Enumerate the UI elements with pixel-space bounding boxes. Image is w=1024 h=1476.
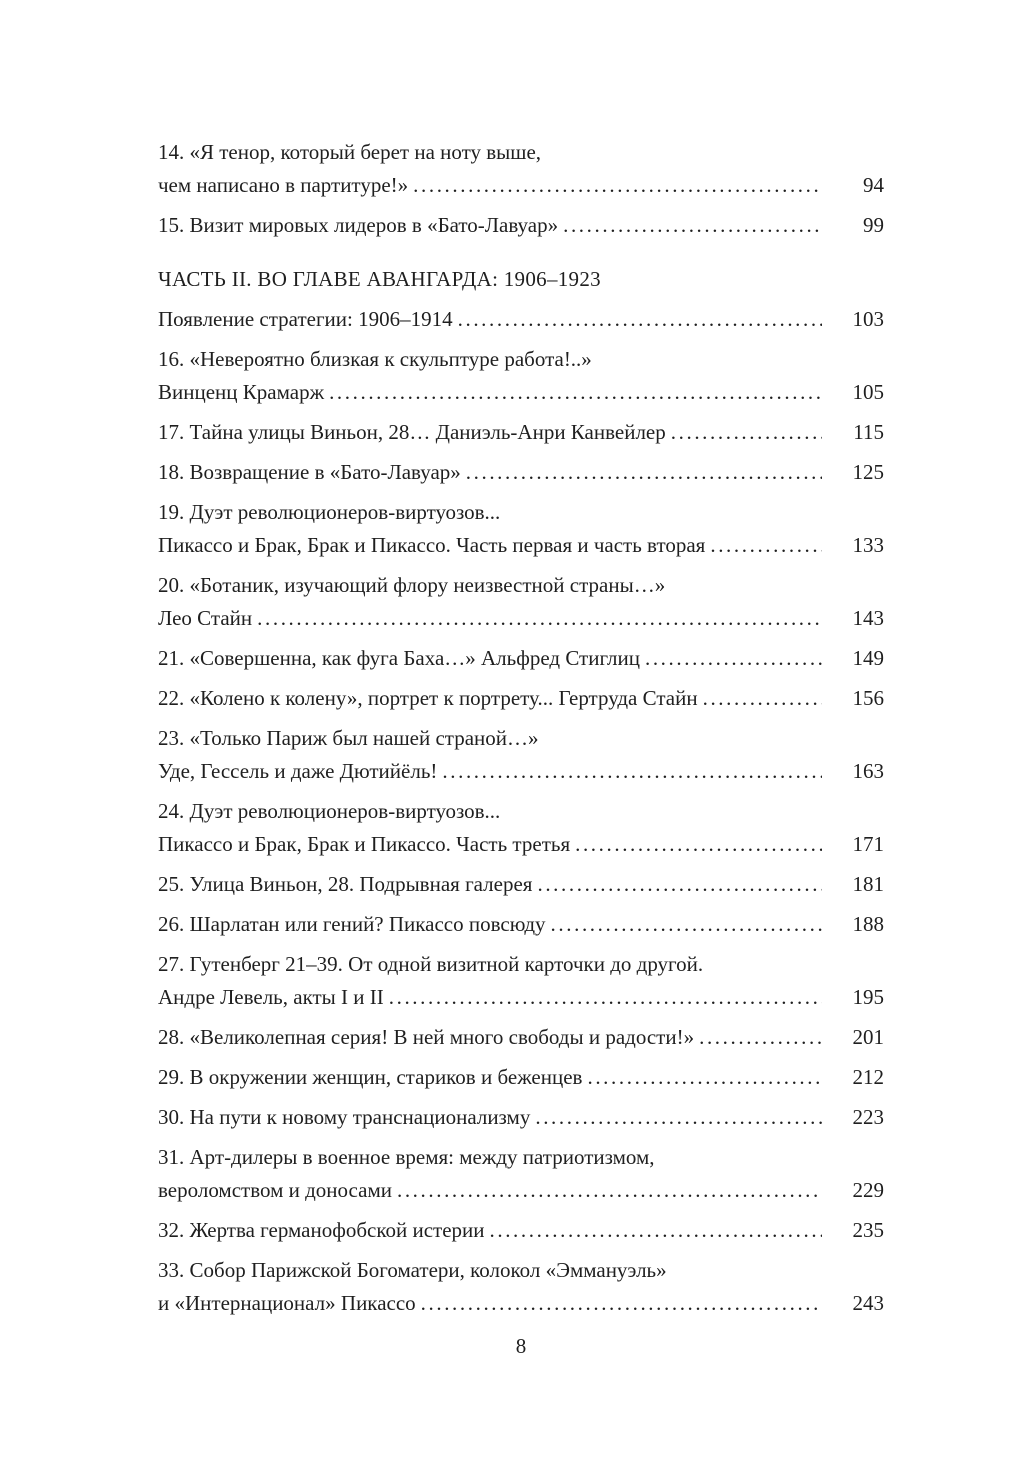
toc-entry-line: [158, 303, 884, 336]
toc-entry-chapter: [158, 1021, 884, 1054]
toc-entry-page-number: 156: [852, 686, 884, 710]
toc-entry-page-number: 99: [863, 213, 884, 237]
dot-leader: [563, 209, 822, 242]
dot-leader: [442, 755, 822, 788]
toc-entry-title: 27. Гутенберг 21–39. От одной визитной карточки до другой.: [158, 952, 704, 976]
toc-entry-chapter: [158, 1101, 884, 1134]
toc-entry-line: [158, 169, 884, 202]
toc-entry-page-number: 223: [852, 1105, 884, 1129]
toc-entry-page-number: 143: [852, 606, 884, 630]
toc-entry-title: 32. Жертва германофобской истерии: [158, 1218, 485, 1242]
toc-entry-page-number: 149: [852, 646, 884, 670]
toc-entry-line: [158, 209, 884, 242]
toc-entry-line: [158, 1101, 884, 1134]
dot-leader: [329, 376, 822, 409]
toc-entry-line: [158, 602, 884, 635]
toc-entry-line: [158, 529, 884, 562]
toc-entry-title: 21. «Совершенна, как фуга Баха…» Альфред Стиглиц: [158, 646, 640, 670]
dot-leader: [397, 1174, 822, 1207]
toc-entry-page-number: 94: [863, 173, 884, 197]
toc-entry-page-number: 103: [852, 307, 884, 331]
dot-leader: [466, 456, 822, 489]
toc-entry-title: 22. «Колено к колену», портрет к портрету... Гертруда Стайн: [158, 686, 698, 710]
dot-leader: [551, 908, 822, 941]
toc-entry-page-number: 229: [852, 1178, 884, 1202]
toc-entry-title: 25. Улица Виньон, 28. Подрывная галерея: [158, 872, 533, 896]
toc-entry-page-number: 195: [852, 985, 884, 1009]
toc-entry-chapter: [158, 209, 884, 242]
toc-entry-title: 23. «Только Париж был нашей страной…»: [158, 726, 539, 750]
dot-leader: [671, 416, 822, 449]
toc-entry-page-number: 212: [852, 1065, 884, 1089]
toc-entry-line: [158, 456, 884, 489]
toc-entry-chapter: [158, 343, 884, 409]
dot-leader: [421, 1287, 822, 1320]
toc-entry-title: 19. Дуэт революционеров-виртуозов...: [158, 500, 501, 524]
toc-entry-title: Андре Левель, акты I и II: [158, 985, 384, 1009]
toc-entry-line: [158, 908, 884, 941]
dot-leader: [710, 529, 822, 562]
page-footer: [158, 1330, 884, 1363]
part-heading: ЧАСТЬ II. ВО ГЛАВЕ АВАНГАРДА: 1906–1923: [158, 267, 601, 291]
toc-entry-page-number: 201: [852, 1025, 884, 1049]
toc-entry-chapter: [158, 722, 884, 788]
dot-leader: [535, 1101, 822, 1134]
toc-entry-title: 24. Дуэт революционеров-виртуозов...: [158, 799, 501, 823]
dot-leader: [458, 303, 822, 336]
toc-entry-title: Лео Стайн: [158, 606, 253, 630]
toc-entry-page-number: 133: [852, 533, 884, 557]
toc-entry-chapter: [158, 416, 884, 449]
toc-entry-page-number: 243: [852, 1291, 884, 1315]
toc-entry-line: [158, 868, 884, 901]
dot-leader: [645, 642, 822, 675]
dot-leader: [257, 602, 822, 635]
toc-entry-chapter: [158, 1061, 884, 1094]
toc-entry-line: [158, 981, 884, 1014]
toc-entry-part: [158, 263, 884, 296]
dot-leader: [587, 1061, 822, 1094]
toc-entry-title: 28. «Великолепная серия! В ней много свободы и радости!»: [158, 1025, 695, 1049]
toc-entry-title: Винценц Крамарж: [158, 380, 325, 404]
dot-leader: [699, 1021, 822, 1054]
toc-entry-chapter: [158, 908, 884, 941]
toc-list: [158, 136, 884, 1327]
dot-leader: [389, 981, 822, 1014]
toc-entry-title: Пикассо и Брак, Брак и Пикассо. Часть третья: [158, 832, 571, 856]
toc-entry-title: Появление стратегии: 1906–1914: [158, 307, 453, 331]
toc-entry-line: [158, 1021, 884, 1054]
toc-entry-line: [158, 682, 884, 715]
toc-entry-page-number: 235: [852, 1218, 884, 1242]
dot-leader: [575, 828, 822, 861]
toc-entry-title: Уде, Гессель и даже Дютийёль!: [158, 759, 438, 783]
toc-entry-page-number: 105: [852, 380, 884, 404]
toc-entry-title: 14. «Я тенор, который берет на ноту выше,: [158, 140, 542, 164]
toc-entry-page-number: 181: [852, 872, 884, 896]
toc-entry-chapter: [158, 496, 884, 562]
toc-entry-line: [158, 1214, 884, 1247]
toc-entry-page-number: 125: [852, 460, 884, 484]
toc-entry-chapter: [158, 948, 884, 1014]
dot-leader: [413, 169, 822, 202]
toc-entry-chapter: [158, 1214, 884, 1247]
toc-entry-title: чем написано в партитуре!»: [158, 173, 409, 197]
toc-entry-page-number: 163: [852, 759, 884, 783]
toc-entry-page-number: 171: [852, 832, 884, 856]
toc-entry-line: [158, 1174, 884, 1207]
toc-entry-line: [158, 828, 884, 861]
toc-entry-chapter: [158, 682, 884, 715]
toc-entry-title: 15. Визит мировых лидеров в «Бато-Лавуар»: [158, 213, 559, 237]
toc-entry-line: [158, 1061, 884, 1094]
toc-entry-title: 26. Шарлатан или гений? Пикассо повсюду: [158, 912, 546, 936]
toc-entry-chapter: [158, 456, 884, 489]
toc-entry-title: и «Интернационал» Пикассо: [158, 1291, 416, 1315]
toc-entry-title: Пикассо и Брак, Брак и Пикассо. Часть первая и часть вторая: [158, 533, 706, 557]
dot-leader: [703, 682, 822, 715]
toc-entry-section: [158, 303, 884, 336]
toc-entry-chapter: [158, 795, 884, 861]
toc-entry-chapter: [158, 868, 884, 901]
toc-entry-title: 30. На пути к новому транснационализму: [158, 1105, 531, 1129]
toc-entry-line: [158, 376, 884, 409]
toc-entry-line: [158, 642, 884, 675]
toc-entry-chapter: [158, 136, 884, 202]
toc-entry-chapter: [158, 569, 884, 635]
dot-leader: [490, 1214, 823, 1247]
toc-entry-title: вероломством и доносами: [158, 1178, 392, 1202]
toc-entry-line: [158, 755, 884, 788]
folio-page-number: 8: [515, 1334, 527, 1358]
toc-entry-page-number: 188: [852, 912, 884, 936]
toc-entry-title: 29. В окружении женщин, стариков и беженцев: [158, 1065, 583, 1089]
toc-entry-title: 17. Тайна улицы Виньон, 28… Даниэль-Анри Канвейлер: [158, 420, 666, 444]
toc-entry-chapter: [158, 642, 884, 675]
toc-entry-chapter: [158, 1254, 884, 1320]
toc-entry-title: 33. Собор Парижской Богоматери, колокол «Эммануэль»: [158, 1258, 667, 1282]
toc-entry-line: [158, 1287, 884, 1320]
toc-entry-title: 20. «Ботаник, изучающий флору неизвестной страны…»: [158, 573, 666, 597]
dot-leader: [537, 868, 822, 901]
toc-entry-title: 18. Возвращение в «Бато-Лавуар»: [158, 460, 461, 484]
toc-entry-line: [158, 416, 884, 449]
toc-entry-title: 31. Арт-дилеры в военное время: между патриотизмом,: [158, 1145, 655, 1169]
toc-entry-title: 16. «Невероятно близкая к скульптуре работа!..»: [158, 347, 592, 371]
toc-entry-page-number: 115: [853, 420, 884, 444]
toc-entry-chapter: [158, 1141, 884, 1207]
